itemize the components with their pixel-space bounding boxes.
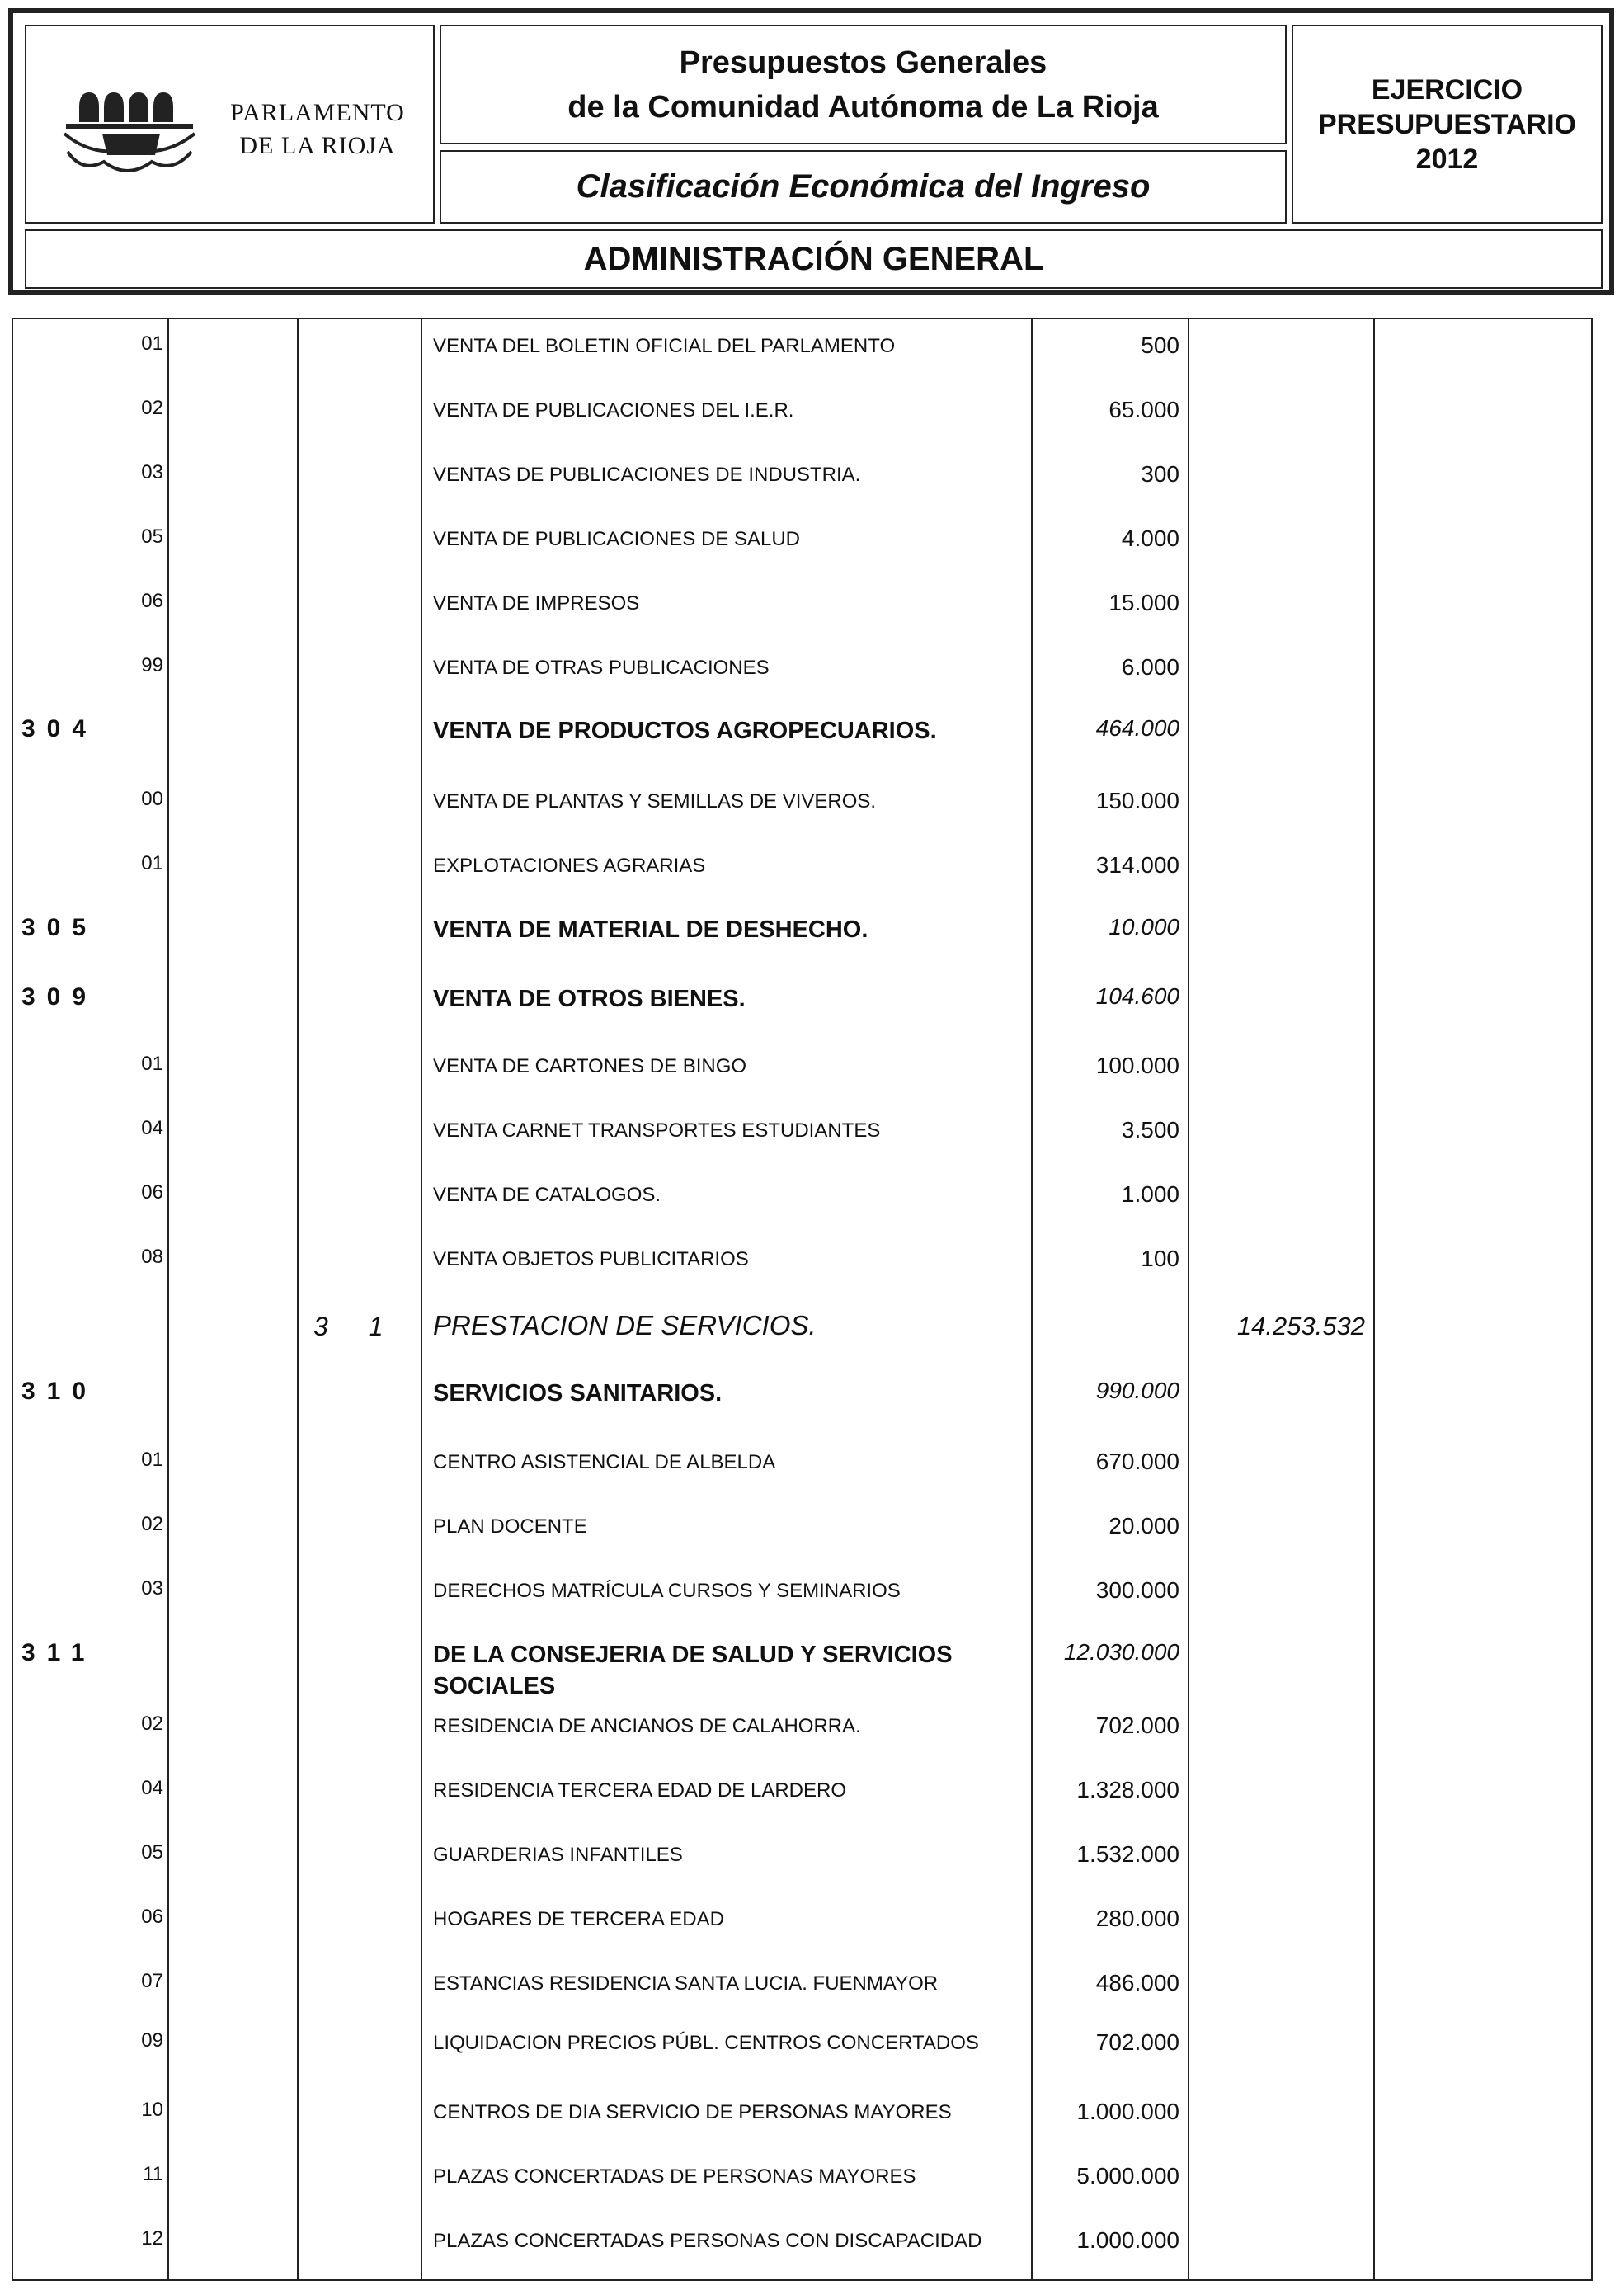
row-amount: 1.000 bbox=[1121, 1181, 1179, 1207]
subconcept-code: 02 bbox=[141, 397, 163, 419]
row-amount: 314.000 bbox=[1095, 852, 1179, 878]
row-description: VENTA DE PLANTAS Y SEMILLAS DE VIVEROS. bbox=[433, 790, 877, 813]
subconcept-code: 01 bbox=[141, 1053, 163, 1075]
column-divider bbox=[1373, 318, 1375, 2281]
row-amount: 1.000.000 bbox=[1076, 2099, 1179, 2124]
row-description: VENTA DEL BOLETIN OFICIAL DEL PARLAMENTO bbox=[433, 335, 896, 357]
row-description: ESTANCIAS RESIDENCIA SANTA LUCIA. FUENMAYOR bbox=[433, 1972, 939, 1995]
row-amount: 150.000 bbox=[1095, 788, 1179, 813]
row-amount: 990.000 bbox=[1095, 1378, 1179, 1403]
subconcept-code: 02 bbox=[141, 1713, 163, 1735]
subconcept-code: 04 bbox=[141, 1117, 163, 1139]
subconcept-code: 12 bbox=[141, 2227, 163, 2250]
row-description: VENTA DE IMPRESOS bbox=[433, 592, 640, 615]
subconcept-code: 09 bbox=[141, 2029, 163, 2052]
column-divider bbox=[1188, 318, 1189, 2281]
row-amount: 464.000 bbox=[1095, 715, 1179, 741]
row-description: VENTA DE CARTONES DE BINGO bbox=[433, 1055, 747, 1077]
row-description: RESIDENCIA DE ANCIANOS DE CALAHORRA. bbox=[433, 1715, 861, 1737]
subconcept-code: 02 bbox=[141, 1513, 163, 1535]
subconcept-code: 00 bbox=[141, 788, 163, 810]
subconcept-code: 99 bbox=[141, 654, 163, 676]
row-amount: 1.000.000 bbox=[1076, 2227, 1179, 2253]
row-amount: 300 bbox=[1141, 461, 1179, 487]
fiscal-label-1: EJERCICIO bbox=[1371, 73, 1523, 106]
subconcept-code: 05 bbox=[141, 525, 163, 548]
subconcept-code: 01 bbox=[141, 852, 163, 874]
column-divider bbox=[167, 318, 169, 2281]
row-amount: 1.532.000 bbox=[1076, 1841, 1179, 1867]
document-header bbox=[8, 8, 1614, 295]
subconcept-code: 05 bbox=[141, 1841, 163, 1864]
subconcept-code: 01 bbox=[141, 332, 163, 355]
fiscal-label-2: PRESUPUESTARIO bbox=[1318, 108, 1576, 140]
title-line-2: de la Comunidad Autónoma de La Rioja bbox=[567, 89, 1159, 125]
row-description: EXPLOTACIONES AGRARIAS bbox=[433, 855, 706, 877]
row-description: GUARDERIAS INFANTILES bbox=[433, 1844, 683, 1866]
row-description: VENTA OBJETOS PUBLICITARIOS bbox=[433, 1248, 749, 1270]
row-amount: 65.000 bbox=[1109, 397, 1179, 422]
row-amount: 486.000 bbox=[1095, 1970, 1179, 1996]
subconcept-code: 11 bbox=[143, 2163, 163, 2185]
row-amount: 10.000 bbox=[1109, 914, 1179, 940]
row-description: CENTROS DE DIA SERVICIO DE PERSONAS MAYORES bbox=[433, 2101, 952, 2123]
fiscal-year-panel bbox=[1292, 25, 1603, 224]
article-code: 305 bbox=[21, 914, 98, 941]
row-amount: 12.030.000 bbox=[1063, 1639, 1179, 1665]
row-description: VENTA DE OTRAS PUBLICACIONES bbox=[433, 657, 770, 679]
row-amount: 702.000 bbox=[1095, 1713, 1179, 1738]
row-amount: 280.000 bbox=[1095, 1906, 1179, 1931]
subconcept-code: 03 bbox=[141, 1577, 163, 1600]
row-amount: 100.000 bbox=[1095, 1053, 1179, 1078]
row-description: PLAN DOCENTE bbox=[433, 1515, 587, 1538]
row-amount: 5.000.000 bbox=[1076, 2163, 1179, 2189]
document-subtitle: Clasificación Económica del Ingreso bbox=[440, 150, 1287, 224]
row-description: VENTA DE PUBLICACIONES DE SALUD bbox=[433, 528, 801, 550]
row-description: PRESTACION DE SERVICIOS. bbox=[433, 1310, 817, 1341]
chapter-code: 3 1 bbox=[313, 1312, 384, 1341]
row-description: VENTA DE OTROS BIENES. bbox=[433, 986, 746, 1012]
row-description: VENTA DE MATERIAL DE DESHECHO. bbox=[433, 916, 868, 943]
title-line-1: Presupuestos Generales bbox=[679, 45, 1047, 80]
row-description: VENTAS DE PUBLICACIONES DE INDUSTRIA. bbox=[433, 464, 861, 486]
subconcept-code: 04 bbox=[141, 1777, 163, 1799]
article-code: 309 bbox=[21, 983, 98, 1011]
row-description: LIQUIDACION PRECIOS PÚBL. CENTROS CONCERTADOS bbox=[433, 2032, 979, 2054]
subconcept-code: 06 bbox=[141, 1906, 163, 1928]
row-description: VENTA DE PRODUCTOS AGROPECUARIOS. bbox=[433, 718, 937, 744]
logo-panel bbox=[25, 25, 435, 224]
article-code: 304 bbox=[21, 715, 98, 742]
subconcept-code: 10 bbox=[141, 2099, 163, 2121]
article-code: 310 bbox=[21, 1378, 98, 1405]
row-amount: 702.000 bbox=[1095, 2029, 1179, 2055]
row-amount: 15.000 bbox=[1109, 590, 1179, 615]
parliament-emblem-icon bbox=[61, 76, 201, 183]
subconcept-code: 03 bbox=[141, 461, 163, 483]
column-divider bbox=[421, 318, 422, 2281]
row-amount: 4.000 bbox=[1121, 525, 1179, 551]
row-description: PLAZAS CONCERTADAS PERSONAS CON DISCAPACIDAD bbox=[433, 2230, 982, 2252]
row-amount: 500 bbox=[1141, 332, 1179, 358]
subconcept-code: 07 bbox=[141, 1970, 163, 1992]
row-amount: 100 bbox=[1141, 1246, 1179, 1271]
row-description: SERVICIOS SANITARIOS. bbox=[433, 1380, 723, 1407]
document-title bbox=[440, 25, 1287, 144]
row-amount: 1.328.000 bbox=[1076, 1777, 1179, 1802]
row-amount: 300.000 bbox=[1095, 1577, 1179, 1603]
fiscal-year: 2012 bbox=[1415, 143, 1479, 175]
row-amount: 670.000 bbox=[1095, 1449, 1179, 1474]
row-description: RESIDENCIA TERCERA EDAD DE LARDERO bbox=[433, 1779, 847, 1802]
row-description: DERECHOS MATRÍCULA CURSOS Y SEMINARIOS bbox=[433, 1580, 901, 1602]
row-amount: 104.600 bbox=[1095, 983, 1179, 1009]
row-description: DE LA CONSEJERIA DE SALUD Y SERVICIOS SOCIALES bbox=[433, 1642, 953, 1699]
subconcept-code: 06 bbox=[141, 590, 163, 612]
chapter-total: 14.253.532 bbox=[1236, 1312, 1365, 1341]
row-amount: 6.000 bbox=[1121, 654, 1179, 680]
row-description: PLAZAS CONCERTADAS DE PERSONAS MAYORES bbox=[433, 2165, 916, 2188]
logo-wordmark: PARLAMENTO DE LA RIOJA bbox=[230, 99, 405, 159]
row-description: CENTRO ASISTENCIAL DE ALBELDA bbox=[433, 1451, 776, 1473]
section-title: ADMINISTRACIÓN GENERAL bbox=[25, 229, 1603, 289]
row-amount: 3.500 bbox=[1121, 1117, 1179, 1143]
row-description: VENTA DE PUBLICACIONES DEL I.E.R. bbox=[433, 399, 794, 422]
row-description: VENTA CARNET TRANSPORTES ESTUDIANTES bbox=[433, 1119, 881, 1142]
row-amount: 20.000 bbox=[1109, 1513, 1179, 1538]
column-divider bbox=[297, 318, 299, 2281]
row-description: VENTA DE CATALOGOS. bbox=[433, 1184, 661, 1206]
subconcept-code: 08 bbox=[141, 1246, 163, 1268]
subconcept-code: 06 bbox=[141, 1181, 163, 1204]
subconcept-code: 01 bbox=[141, 1449, 163, 1471]
article-code: 311 bbox=[21, 1639, 96, 1666]
row-description: HOGARES DE TERCERA EDAD bbox=[433, 1908, 724, 1930]
